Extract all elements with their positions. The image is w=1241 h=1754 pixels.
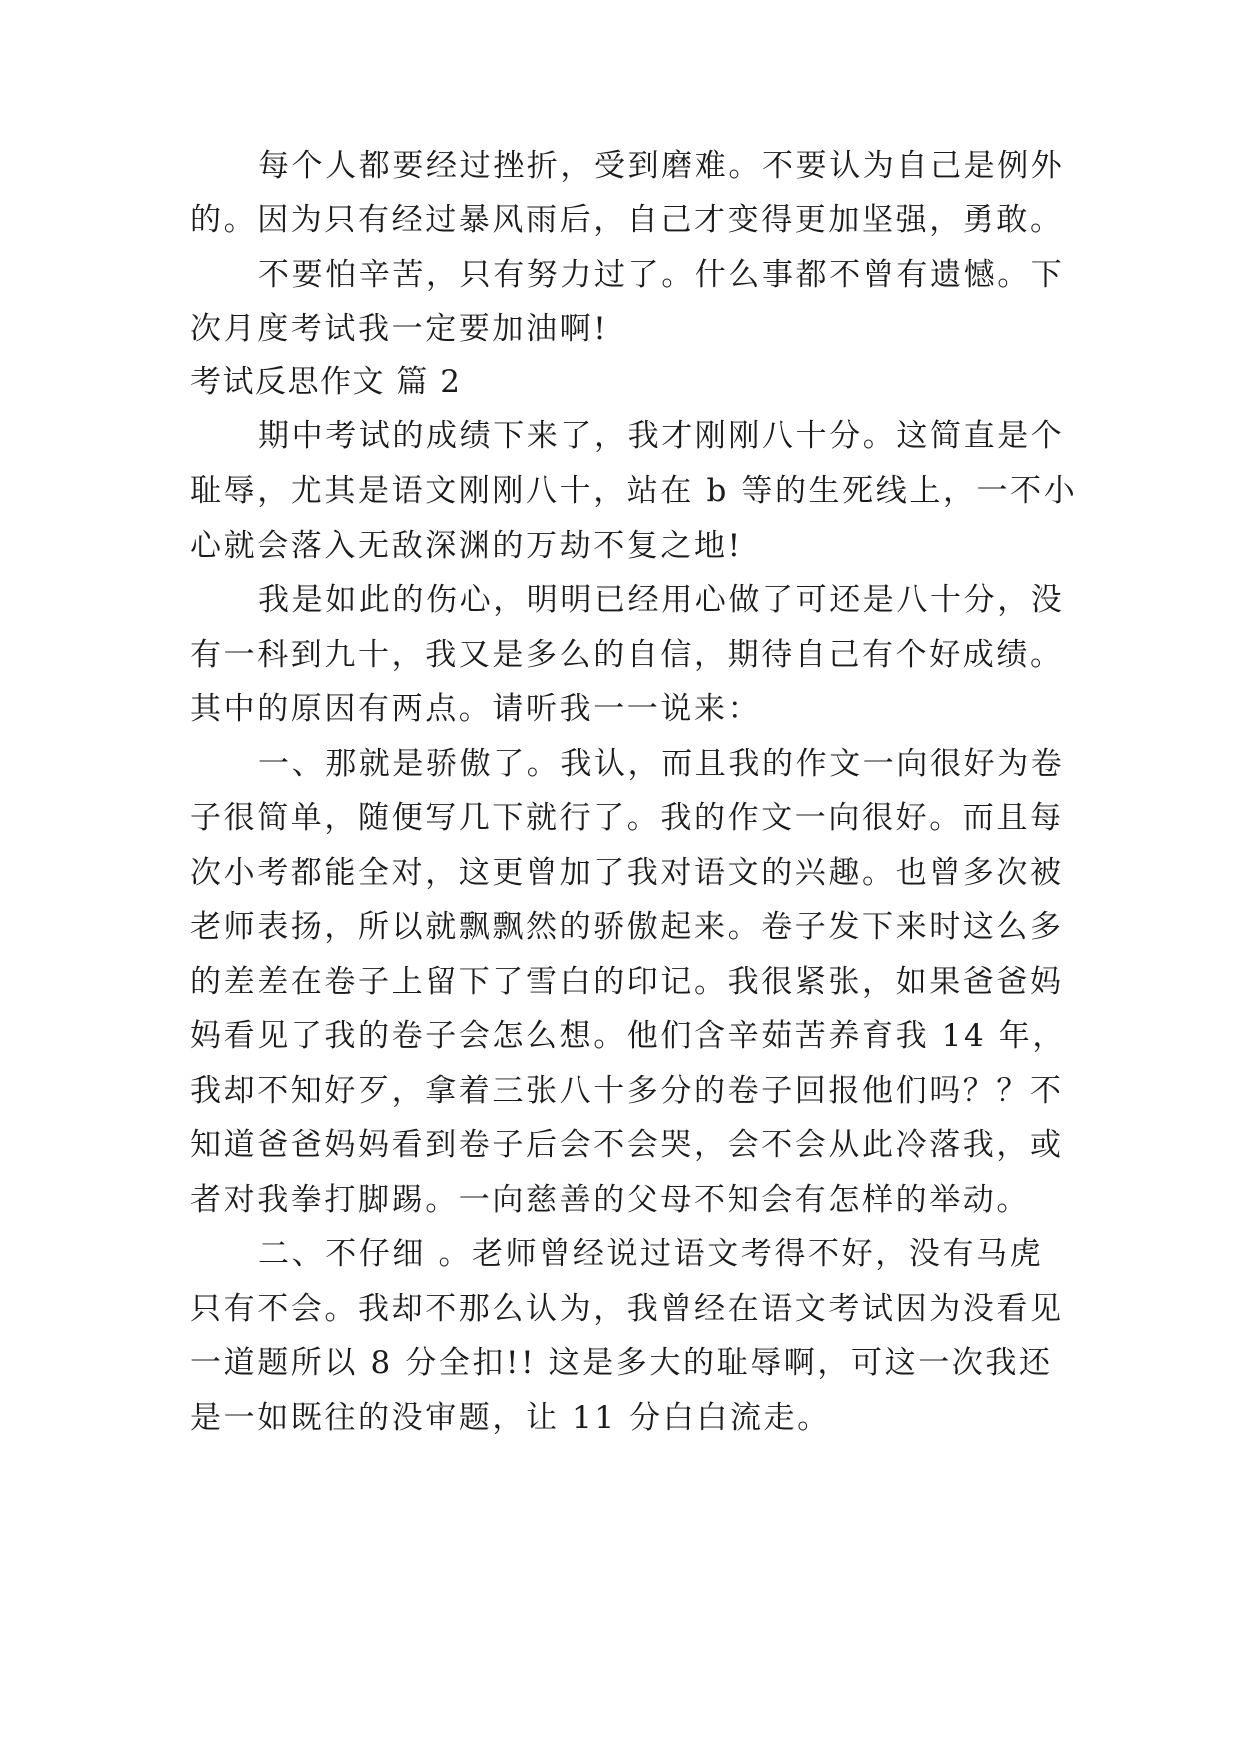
paragraph-line: 二、不仔细 。老师曾经说过语文考得不好，没有马虎: [258, 1236, 1044, 1272]
paragraph-line: 的差差在卷子上留下了雪白的印记。我很紧张，如果爸爸妈: [190, 964, 1064, 1000]
paragraph-line: 次月度考试我一定要加油啊!: [190, 311, 609, 347]
section-heading: 考试反思作文 篇 2: [190, 364, 462, 400]
paragraph-line: 一、那就是骄傲了。我认，而且我的作文一向很好为卷: [258, 746, 1065, 782]
paragraph-line: 我却不知好歹，拿着三张八十多分的卷子回报他们吗？？不: [190, 1073, 1064, 1109]
paragraph-line: 耻辱，尤其是语文刚刚八十，站在 b 等的生死线上，一不小: [190, 473, 1078, 509]
paragraph-line: 不要怕辛苦，只有努力过了。什么事都不曾有遗憾。下: [258, 257, 1065, 293]
paragraph-line: 老师表扬，所以就飘飘然的骄傲起来。卷子发下来时这么多: [190, 909, 1064, 945]
paragraph-line: 妈看见了我的卷子会怎么想。他们含辛茹苦养育我 14 年，: [190, 1018, 1066, 1054]
paragraph-line: 者对我拳打脚踢。一向慈善的父母不知会有怎样的举动。: [190, 1182, 1030, 1218]
paragraph-line: 其中的原因有两点。请听我一一说来：: [190, 691, 762, 727]
paragraph-line: 次小考都能全对，这更曾加了我对语文的兴趣。也曾多次被: [190, 855, 1064, 891]
paragraph-line: 子很简单，随便写几下就行了。我的作文一向很好。而且每: [190, 800, 1064, 836]
paragraph-line: 一道题所以 8 分全扣!! 这是多大的耻辱啊，可这一次我还: [190, 1345, 1053, 1381]
paragraph-line: 我是如此的伤心，明明已经用心做了可还是八十分，没: [258, 582, 1065, 618]
paragraph-line: 心就会落入无敌深渊的万劫不复之地!: [190, 528, 743, 564]
paragraph-line: 的。因为只有经过暴风雨后，自己才变得更加坚强，勇敢。: [190, 202, 1064, 238]
paragraph-line: 每个人都要经过挫折，受到磨难。不要认为自己是例外: [258, 148, 1065, 184]
paragraph-line: 有一科到九十，我又是多么的自信，期待自己有个好成绩。: [190, 637, 1064, 673]
paragraph-line: 期中考试的成绩下来了，我才刚刚八十分。这简直是个: [258, 418, 1065, 454]
paragraph-line: 只有不会。我却不那么认为，我曾经在语文考试因为没看见: [190, 1291, 1064, 1327]
paragraph-line: 是一如既往的没审题，让 11 分白白流走。: [190, 1400, 831, 1436]
paragraph-line: 知道爸爸妈妈看到卷子后会不会哭，会不会从此冷落我，或: [190, 1127, 1064, 1163]
